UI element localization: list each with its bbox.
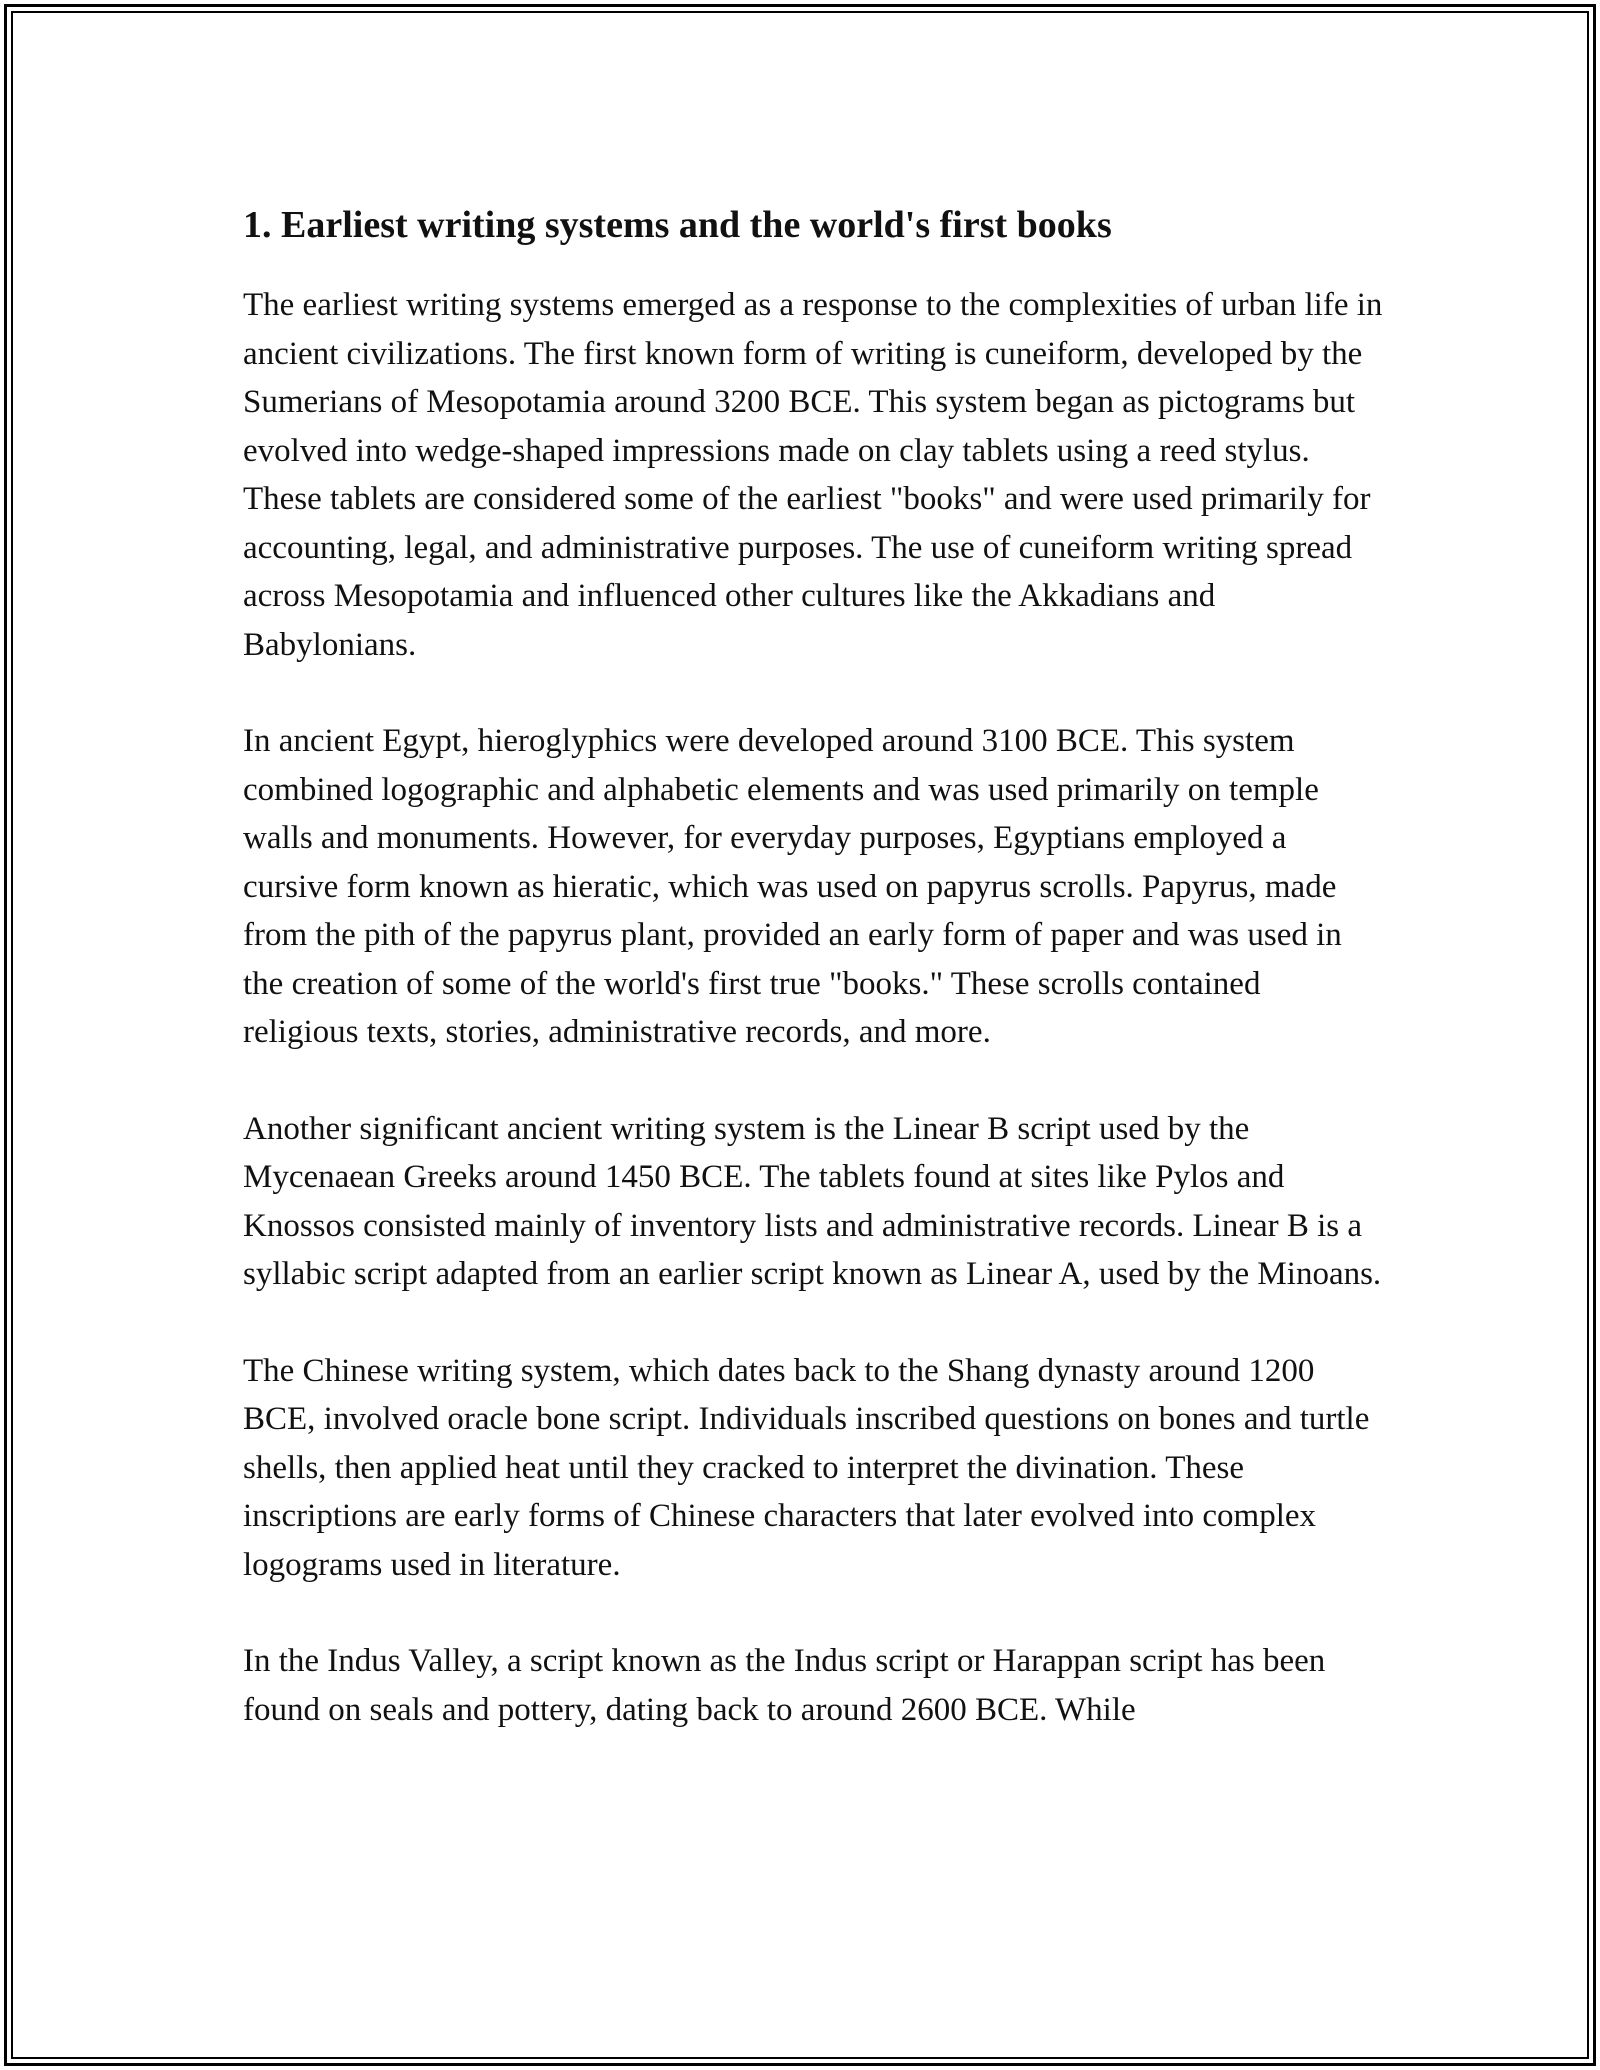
paragraph-chinese: The Chinese writing system, which dates back to the Shang dynasty around 1200 BCE, involved oracle bone script. Individuals inscribed questions on bones and turtle shells, then applied heat until they cracked to interpret the divination. These inscriptions are early forms of Chinese characters that later evolved into complex logograms used in literature. [243, 1352, 1370, 1583]
paragraph-cuneiform: The earliest writing systems emerged as a response to the complexities of urban life in ancient civilizations. The first known form of writing is cuneiform, developed by the Sumerians of Mesopotamia around 3200 BCE. This system began as pictograms but evolved into wedge-shaped impressions made on clay tablets using a reed stylus. These tablets are considered some of the earliest "books" and were used primarily for accounting, legal, and administrative purposes. The use of cuneiform writing spread across Mesopotamia and influenced other cultures like the Akkadians and Babylonians. [243, 287, 1383, 663]
paragraph-indus: In the Indus Valley, a script known as the Indus script or Harappan script has been found on seals and pottery, dating back to around 2600 BCE. While [243, 1643, 1326, 1728]
paragraph-egypt: In ancient Egypt, hieroglyphics were developed around 3100 BCE. This system combined logographic and alphabetic elements and was used primarily on temple walls and monuments. However, for everyday purposes, Egyptians employed a cursive form known as hieratic, which was used on papyrus scrolls. Papyrus, made from the pith of the papyrus plant, provided an early form of paper and was used in the creation of some of the world's first true "books." These scrolls contained religious texts, stories, administrative records, and more. [243, 723, 1342, 1050]
page-border [4, 4, 1596, 2066]
paragraph-linear-b: Another significant ancient writing system is the Linear B script used by the Mycenaean Greeks around 1450 BCE. The tablets found at sites like Pylos and Knossos consisted mainly of inventory lists and administrative records. Linear B is a syllabic script adapted from an earlier script known as Linear A, used by the Minoans. [243, 1110, 1382, 1292]
section-heading: 1. Earliest writing systems and the world's first books [243, 204, 1112, 246]
document-body [243, 199, 1383, 1782]
page-border-inner [11, 11, 1589, 2059]
